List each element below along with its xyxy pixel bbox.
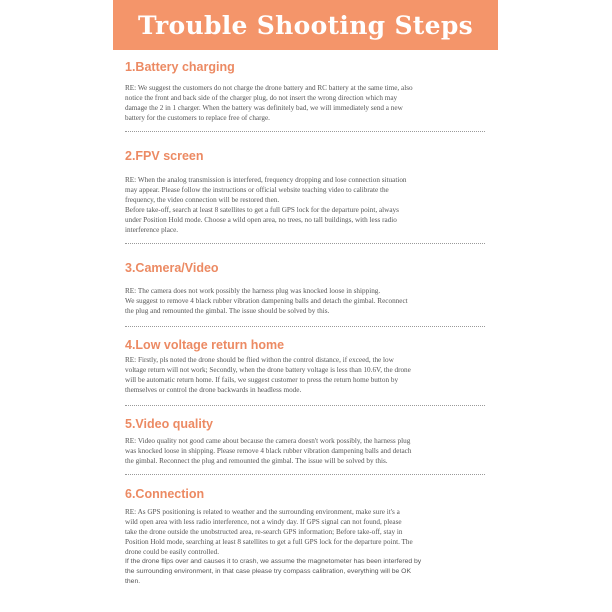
section-divider bbox=[125, 405, 485, 406]
section-body bbox=[125, 175, 490, 235]
body-line: If the drone flips over and causes it to crash, we assume the magnetometer has been interfered by bbox=[125, 558, 422, 565]
body-line: damage the 2 in 1 charger. When the battery was definitely bad, we will immediately send a new bbox=[125, 104, 403, 112]
section-heading: 4.Low voltage return home bbox=[125, 338, 285, 352]
body-line: RE: Firstly, pls noted the drone should be flied withon the control distance, if exceed, the low bbox=[125, 356, 394, 364]
body-line: was knocked loose in shipping. Please remove 4 black rubber vibration dampening balls and detach bbox=[125, 447, 412, 455]
body-line: We suggest to remove 4 black rubber vibration dampening balls and detach the gimbal. Reconnect bbox=[125, 297, 408, 305]
section-low-voltage-return-home bbox=[125, 338, 490, 395]
body-line: themselves or control the drone backwards in headless mode. bbox=[125, 386, 302, 394]
body-line: interference place. bbox=[125, 226, 179, 234]
body-line: Position Hold mode, searching at least 8 satellites to get a full GPS lock for the departure point. The bbox=[125, 538, 413, 546]
body-line: the gimbal. Reconnect the plug and remounted the gimbal. The issue will be solved by this. bbox=[125, 457, 388, 465]
body-line: take the drone outside the unobstructed area, re-search GPS information; Before take-off, stay in bbox=[125, 528, 403, 536]
section-heading: 6.Connection bbox=[125, 487, 205, 501]
section-heading: 1.Battery charging bbox=[125, 60, 235, 74]
section-camera-video bbox=[125, 261, 490, 316]
section-body bbox=[125, 436, 490, 466]
page-title: Trouble Shooting Steps bbox=[137, 10, 474, 40]
section-body bbox=[125, 507, 490, 587]
section-body bbox=[125, 83, 490, 123]
section-divider bbox=[125, 474, 485, 475]
section-heading: 5.Video quality bbox=[125, 417, 213, 431]
section-heading: 3.Camera/Video bbox=[125, 261, 219, 275]
body-line: frequency, the video connection will be restored then. bbox=[125, 196, 280, 204]
section-body bbox=[125, 286, 490, 316]
title-banner bbox=[113, 0, 498, 50]
section-heading: 2.FPV screen bbox=[125, 149, 204, 163]
body-line: RE: The camera does not work possibly the harness plug was knocked loose in shipping. bbox=[125, 287, 381, 295]
body-line: the plug and remounted the gimbal. The issue should be solved by this. bbox=[125, 307, 330, 315]
section-connection bbox=[125, 487, 490, 587]
section-fpv-screen bbox=[125, 149, 490, 235]
body-line: will be automatic return home. If fails, we suggest customer to press the return home button by bbox=[125, 376, 399, 384]
section-video-quality bbox=[125, 417, 490, 466]
body-line: Before take-off, search at least 8 satellites to get a full GPS lock for the departure point, always bbox=[125, 206, 399, 214]
section-divider bbox=[125, 243, 485, 244]
body-line: battery for the customers to replace free of charge. bbox=[125, 114, 270, 122]
body-line: RE: We suggest the customers do not charge the drone battery and RC battery at the same time, also bbox=[125, 84, 413, 92]
section-divider bbox=[125, 326, 485, 327]
body-line: drone could be easily controlled. bbox=[125, 548, 220, 556]
section-battery-charging bbox=[125, 60, 490, 123]
section-body bbox=[125, 355, 490, 395]
body-line: RE: Video quality not good came about because the camera doesn't work possibly, the harness plug bbox=[125, 437, 411, 445]
body-line: then. bbox=[125, 578, 141, 585]
body-line: RE: As GPS positioning is related to weather and the surrounding environment, make sure it's a bbox=[125, 508, 400, 516]
body-line: wild open area with less radio interference, not a windy day. If GPS signal can not found, please bbox=[125, 518, 402, 526]
body-line: voltage return will not work; Secondly, when the drone battery voltage is less than 10.6V, the drone bbox=[125, 366, 411, 374]
body-line: the surrounding environment, in that case please try compass calibration, everything will be OK bbox=[125, 568, 411, 575]
body-line: RE: When the analog transmission is interfered, frequency dropping and lose connection situation bbox=[125, 176, 407, 184]
section-divider bbox=[125, 131, 485, 132]
body-line: under Position Hold mode. Choose a wild open area, no trees, no tall buildings, with less radio bbox=[125, 216, 397, 224]
body-line: notice the front and back side of the charger plug, do not insert the wrong direction which may bbox=[125, 94, 398, 102]
body-line: may appear. Please follow the instructions or official website teaching video to calibrate the bbox=[125, 186, 389, 194]
